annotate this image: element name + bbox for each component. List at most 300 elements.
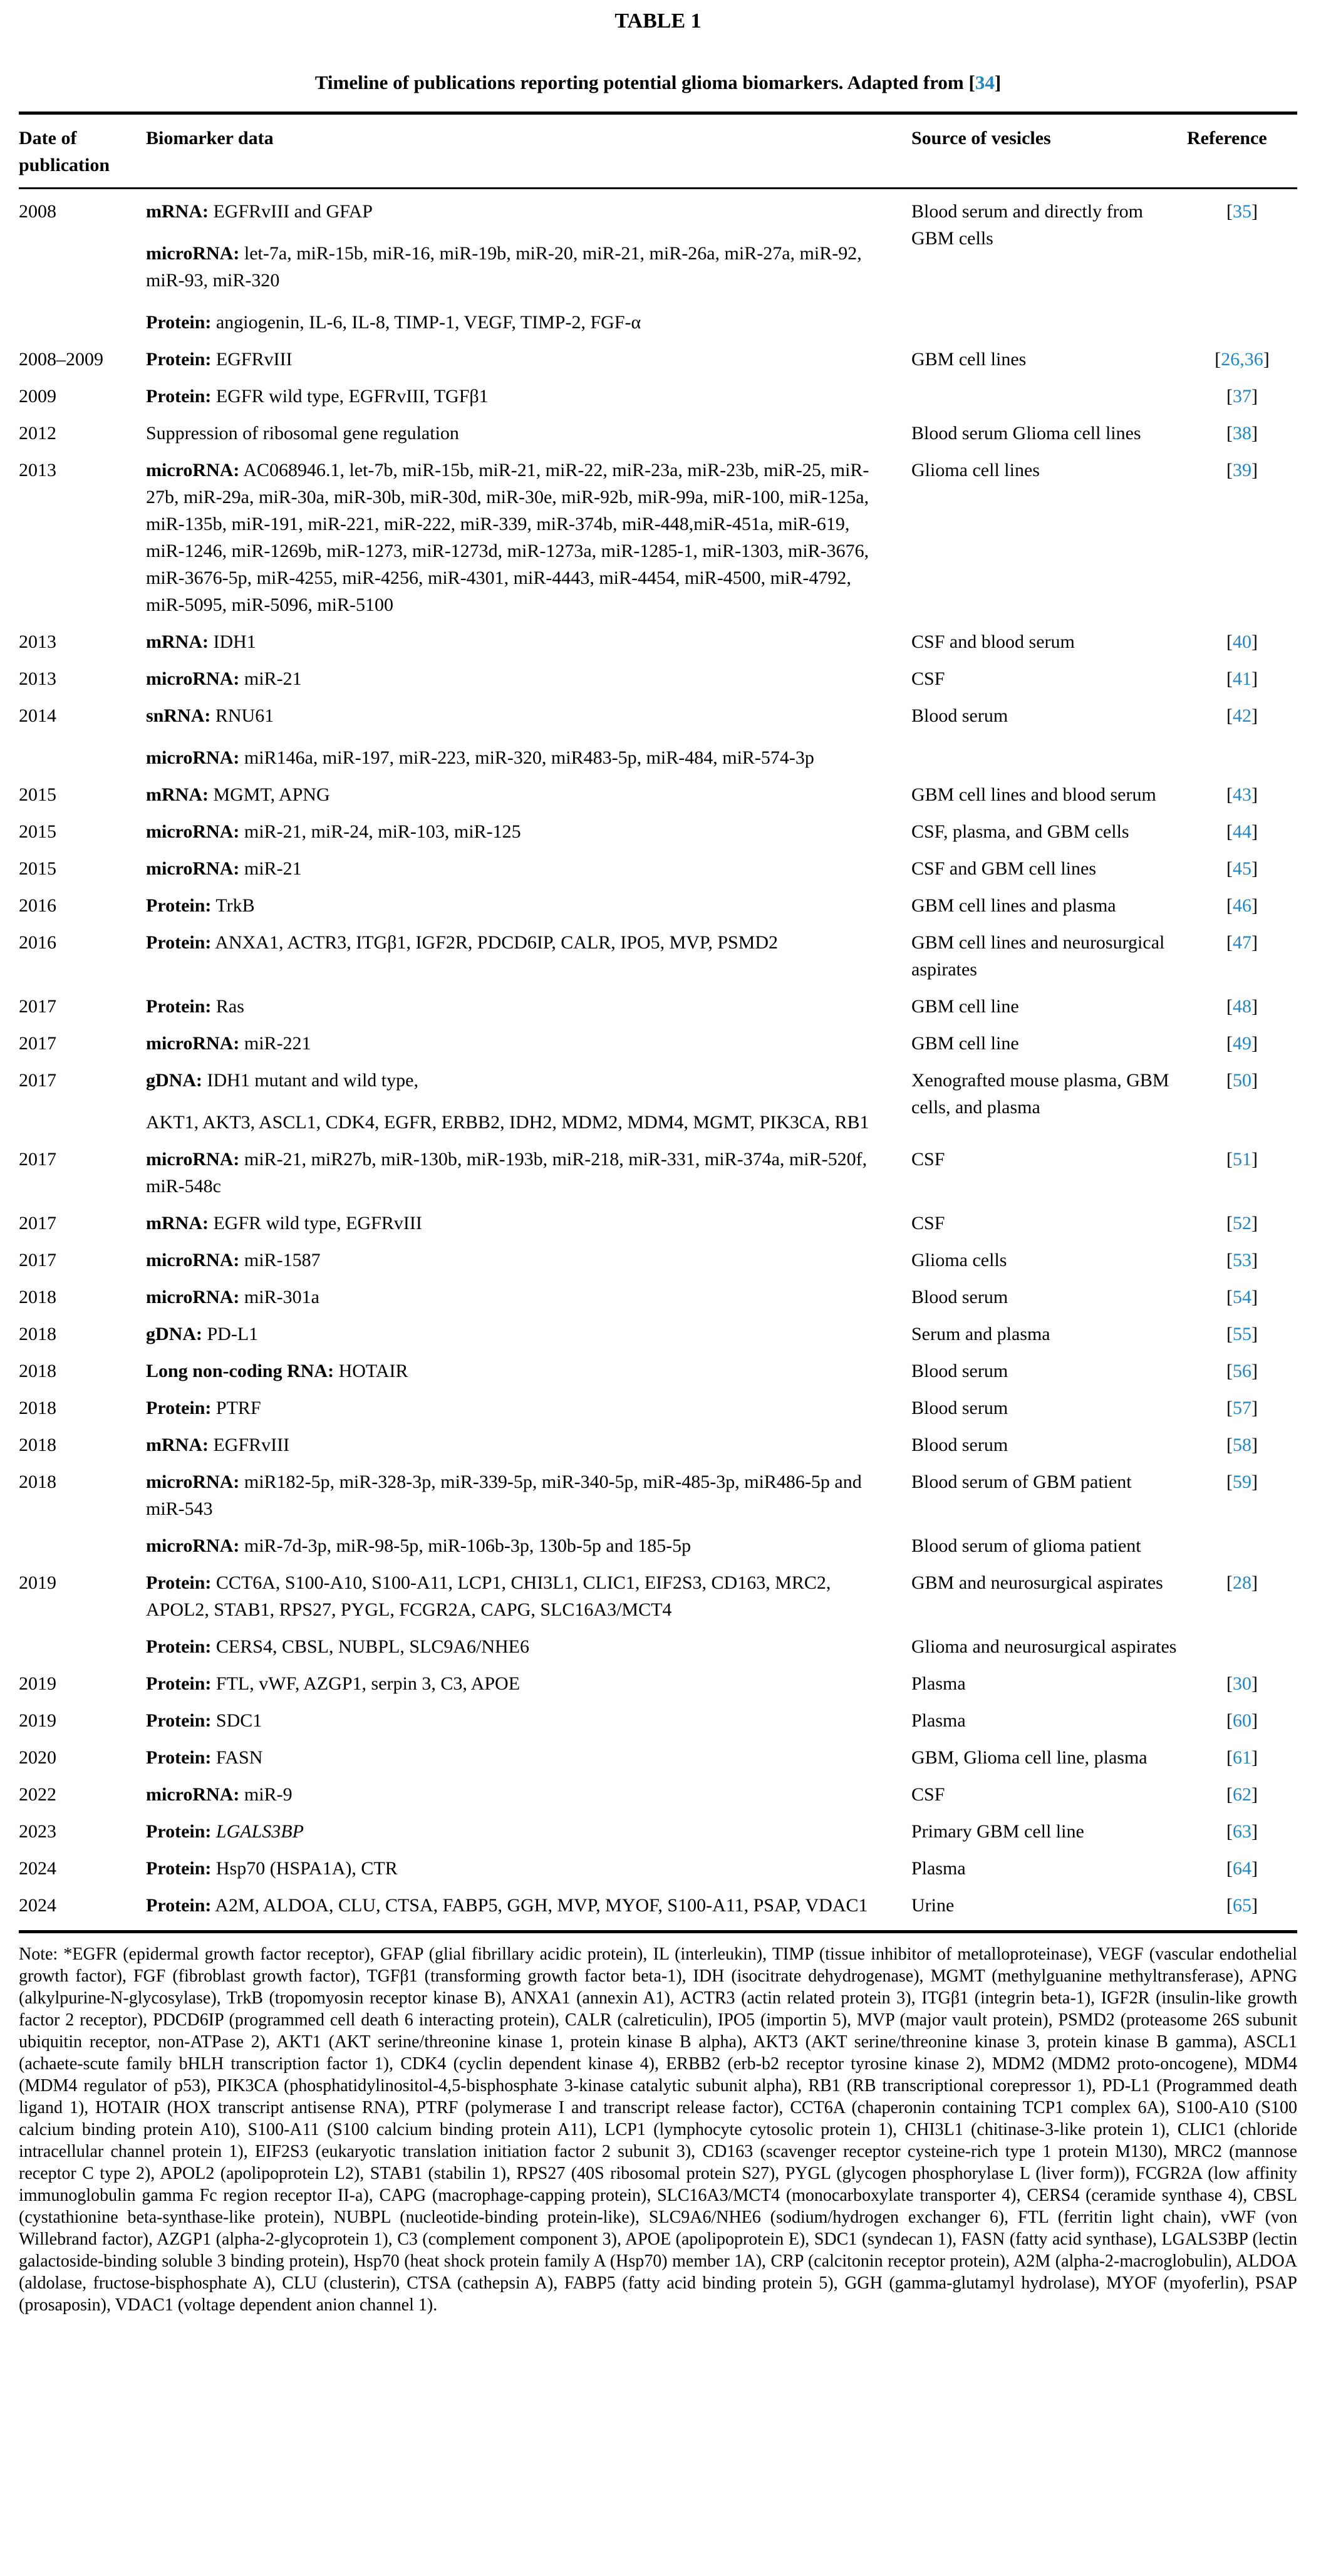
reference-close-bracket: ]: [1251, 1398, 1258, 1418]
biomarker-segment: [146, 702, 893, 729]
table-row: [19, 1141, 1297, 1205]
reference-close-bracket: ]: [1251, 1361, 1258, 1381]
reference-close-bracket: ]: [1251, 895, 1258, 916]
reference-close-bracket: ]: [1251, 1895, 1258, 1916]
biomarker-type-label: Protein:: [146, 386, 212, 407]
biomarker-value: miR182-5p, miR-328-3p, miR-339-5p, miR-340-5p, miR-485-3p, miR486-5p and miR-543: [146, 1472, 862, 1519]
reference-open-bracket: [: [1226, 895, 1233, 916]
row-date: 2019: [19, 1572, 56, 1593]
biomarker-value: SDC1: [215, 1710, 262, 1731]
reference-link[interactable]: 37: [1233, 386, 1251, 407]
reference-open-bracket: [: [1226, 1287, 1233, 1307]
row-source: Blood serum: [911, 1287, 1008, 1307]
biomarker-value: miR-21: [244, 858, 302, 879]
row-reference: [1187, 1744, 1297, 1771]
biomarker-segment: [146, 1781, 893, 1808]
reference-link[interactable]: 48: [1233, 996, 1251, 1017]
table-header-row: [19, 115, 1297, 189]
reference-open-bracket: [: [1226, 1784, 1233, 1805]
biomarker-value: EGFR wild type, EGFRvIII: [213, 1213, 422, 1233]
biomarker-type-label: microRNA:: [146, 1149, 240, 1170]
reference-close-bracket: ]: [1251, 1673, 1258, 1694]
reference-close-bracket: ]: [1263, 349, 1270, 370]
reference-link[interactable]: 38: [1233, 423, 1251, 444]
row-source: Glioma and neurosurgical aspirates: [911, 1636, 1177, 1657]
table-row: [19, 1316, 1297, 1353]
biomarker-type-label: gDNA:: [146, 1324, 202, 1344]
reference-link[interactable]: 50: [1233, 1070, 1251, 1091]
reference-open-bracket: [: [1226, 784, 1233, 805]
reference-link[interactable]: 62: [1233, 1784, 1251, 1805]
row-biomarker: [146, 1670, 911, 1697]
row-source: GBM cell lines and plasma: [911, 895, 1116, 916]
reference-open-bracket: [: [1226, 1213, 1233, 1233]
reference-close-bracket: ]: [1251, 1070, 1258, 1091]
biomarker-segment: [146, 818, 893, 845]
row-reference: [1187, 702, 1297, 729]
row-source: Xenografted mouse plasma, GBM cells, and plasma: [911, 1070, 1169, 1118]
row-biomarker: [146, 1284, 911, 1311]
row-biomarker: [146, 665, 911, 692]
row-source: GBM cell lines and blood serum: [911, 784, 1156, 805]
table-row: [19, 1205, 1297, 1242]
reference-link[interactable]: 55: [1233, 1324, 1251, 1344]
biomarker-value: HOTAIR: [338, 1361, 408, 1381]
reference-link[interactable]: 47: [1233, 932, 1251, 953]
biomarker-value: Ras: [215, 996, 244, 1017]
reference-open-bracket: [: [1226, 1398, 1233, 1418]
row-reference: [1187, 383, 1297, 410]
biomarker-segment: [146, 1109, 893, 1136]
reference-close-bracket: ]: [1251, 1033, 1258, 1054]
row-reference: [1187, 1247, 1297, 1274]
reference-close-bracket: ]: [1251, 201, 1258, 222]
table-row: [19, 452, 1297, 623]
reference-close-bracket: ]: [1251, 1472, 1258, 1492]
row-source: Glioma cells: [911, 1250, 1007, 1270]
row-date: 2018: [19, 1287, 56, 1307]
biomarker-type-label: Protein:: [146, 996, 212, 1017]
row-biomarker: [146, 383, 911, 410]
reference-close-bracket: ]: [1251, 1213, 1258, 1233]
reference-close-bracket: ]: [1251, 668, 1258, 689]
row-source: Primary GBM cell line: [911, 1821, 1084, 1842]
table-row: [19, 193, 1297, 341]
table-row: [19, 924, 1297, 988]
row-reference: [1187, 1146, 1297, 1173]
biomarker-value: let-7a, miR-15b, miR-16, miR-19b, miR-20, miR-21, miR-26a, miR-27a, miR-92, miR-93, miR-320: [146, 243, 862, 291]
row-date: 2013: [19, 668, 56, 689]
table-row: [19, 1242, 1297, 1279]
reference-close-bracket: ]: [1251, 386, 1258, 407]
reference-close-bracket: ]: [1251, 705, 1258, 726]
biomarker-value: miR-9: [244, 1784, 293, 1805]
reference-link[interactable]: 53: [1233, 1250, 1251, 1270]
reference-open-bracket: [: [1226, 1033, 1233, 1054]
table-row: [19, 850, 1297, 887]
biomarker-type-label: Long non-coding RNA:: [146, 1361, 334, 1381]
row-date: 2018: [19, 1324, 56, 1344]
reference-link[interactable]: 43: [1233, 784, 1251, 805]
reference-link[interactable]: 56: [1233, 1361, 1251, 1381]
row-date: 2017: [19, 1250, 56, 1270]
reference-open-bracket: [: [1226, 1858, 1233, 1879]
reference-close-bracket: ]: [1251, 1710, 1258, 1731]
row-source: Blood serum: [911, 705, 1008, 726]
reference-close-bracket: ]: [1251, 784, 1258, 805]
row-reference: [1187, 781, 1297, 808]
reference-link[interactable]: 60: [1233, 1710, 1251, 1731]
row-source: Plasma: [911, 1710, 966, 1731]
reference-open-bracket: [: [1226, 386, 1233, 407]
row-source: Blood serum Glioma cell lines: [911, 423, 1141, 444]
row-date: 2017: [19, 996, 56, 1017]
reference-link[interactable]: 26,36: [1221, 349, 1263, 370]
row-biomarker: [146, 1146, 911, 1200]
row-reference: [1187, 420, 1297, 447]
reference-link[interactable]: 61: [1233, 1747, 1251, 1768]
biomarker-segment: [146, 855, 893, 882]
reference-close-bracket: ]: [1251, 423, 1258, 444]
biomarker-type-label: Protein:: [146, 1858, 212, 1879]
header-biomarker-data: Biomarker data: [146, 128, 274, 148]
row-source: Glioma cell lines: [911, 460, 1040, 480]
biomarker-value: FASN: [215, 1747, 263, 1768]
reference-close-bracket: ]: [1251, 1747, 1258, 1768]
row-biomarker: [146, 1358, 911, 1384]
table-row: [19, 776, 1297, 813]
row-biomarker: [146, 1855, 911, 1882]
reference-open-bracket: [: [1226, 705, 1233, 726]
table-row: [19, 1776, 1297, 1813]
reference-link[interactable]: 64: [1233, 1858, 1251, 1879]
row-source: Serum and plasma: [911, 1324, 1050, 1344]
table-row: [19, 988, 1297, 1025]
table-row: [19, 1426, 1297, 1463]
row-reference: [1187, 198, 1297, 225]
biomarker-segment: [146, 1067, 893, 1094]
row-reference: [1187, 346, 1297, 373]
reference-open-bracket: [: [1226, 1324, 1233, 1344]
biomarker-value: miR-21: [244, 668, 302, 689]
row-reference: [1187, 1284, 1297, 1311]
reference-link[interactable]: 30: [1233, 1673, 1251, 1694]
biomarker-value: miR-21, miR-24, miR-103, miR-125: [244, 821, 521, 842]
row-reference: [1187, 993, 1297, 1020]
biomarker-segment: [146, 1210, 893, 1237]
row-source: GBM cell lines and neurosurgical aspirates: [911, 932, 1165, 980]
row-biomarker: [146, 457, 911, 618]
row-reference: [1187, 1210, 1297, 1237]
table-row: [19, 1279, 1297, 1316]
reference-link[interactable]: 65: [1233, 1895, 1251, 1916]
row-biomarker: [146, 993, 911, 1020]
table-row: [19, 1665, 1297, 1702]
row-biomarker: [146, 1892, 911, 1919]
biomarker-value: angiogenin, IL-6, IL-8, TIMP-1, VEGF, TIMP-2, FGF-α: [215, 312, 641, 333]
reference-link[interactable]: 39: [1233, 460, 1251, 480]
row-source: Blood serum of glioma patient: [911, 1535, 1141, 1556]
biomarker-type-label: snRNA:: [146, 705, 211, 726]
biomarker-segment: [146, 457, 893, 618]
reference-link[interactable]: 49: [1233, 1033, 1251, 1054]
row-source: GBM cell line: [911, 996, 1019, 1017]
biomarker-value: RNU61: [215, 705, 274, 726]
biomarker-type-label: microRNA:: [146, 1033, 240, 1054]
row-source: GBM and neurosurgical aspirates: [911, 1572, 1163, 1593]
biomarker-type-label: Protein:: [146, 1895, 212, 1916]
reference-link[interactable]: 57: [1233, 1398, 1251, 1418]
row-source: CSF and GBM cell lines: [911, 858, 1097, 879]
biomarker-type-label: mRNA:: [146, 1435, 209, 1455]
row-biomarker: [146, 1781, 911, 1808]
biomarker-value: EGFRvIII: [213, 1435, 290, 1455]
biomarker-segment: [146, 1532, 893, 1559]
row-biomarker: [146, 1633, 911, 1660]
biomarker-type-label: Protein:: [146, 932, 212, 953]
row-biomarker: [146, 855, 911, 882]
biomarker-type-label: Protein:: [146, 1636, 212, 1657]
reference-link[interactable]: 58: [1233, 1435, 1251, 1455]
table-row: [19, 1628, 1297, 1665]
reference-open-bracket: [: [1226, 1895, 1233, 1916]
biomarker-segment: [146, 1818, 893, 1845]
row-reference: [1187, 1892, 1297, 1919]
biomarker-segment: [146, 1394, 893, 1421]
reference-link[interactable]: 51: [1233, 1149, 1251, 1170]
biomarker-segment: [146, 1855, 893, 1882]
biomarker-value: IDH1 mutant and wild type,: [207, 1070, 418, 1091]
row-biomarker: [146, 1744, 911, 1771]
biomarker-type-label: microRNA:: [146, 858, 240, 879]
biomarker-segment: [146, 993, 893, 1020]
row-source: CSF: [911, 1213, 945, 1233]
biomarker-type-label: microRNA:: [146, 243, 240, 264]
row-biomarker: [146, 1394, 911, 1421]
caption-reference-link[interactable]: 34: [975, 71, 995, 93]
biomarker-type-label: microRNA:: [146, 668, 240, 689]
reference-link[interactable]: 46: [1233, 895, 1251, 916]
row-date: 2015: [19, 858, 56, 879]
biomarker-segment: [146, 1670, 893, 1697]
biomarker-segment: [146, 240, 893, 294]
biomarker-value: LGALS3BP: [215, 1821, 304, 1842]
row-biomarker: [146, 1210, 911, 1237]
row-reference: [1187, 929, 1297, 956]
row-date: 2022: [19, 1784, 56, 1805]
row-reference: [1187, 855, 1297, 882]
header-source-of-vesicles: Source of vesicles: [911, 128, 1051, 148]
reference-link[interactable]: 63: [1233, 1821, 1251, 1842]
biomarker-value: AKT1, AKT3, ASCL1, CDK4, EGFR, ERBB2, IDH2, MDM2, MDM4, MGMT, PIK3CA, RB1: [146, 1112, 869, 1133]
row-date: 2015: [19, 784, 56, 805]
biomarker-value: EGFR wild type, EGFRvIII, TGFβ1: [215, 386, 489, 407]
row-biomarker: [146, 1431, 911, 1458]
row-biomarker: [146, 1067, 911, 1136]
reference-open-bracket: [: [1226, 668, 1233, 689]
biomarker-segment: [146, 1284, 893, 1311]
row-biomarker: [146, 781, 911, 808]
table-row: [19, 341, 1297, 378]
reference-close-bracket: ]: [1251, 1149, 1258, 1170]
reference-close-bracket: ]: [1251, 1250, 1258, 1270]
biomarker-value: ANXA1, ACTR3, ITGβ1, IGF2R, PDCD6IP, CALR, IPO5, MVP, PSMD2: [215, 932, 779, 953]
row-biomarker: [146, 198, 911, 336]
row-biomarker: [146, 420, 911, 447]
biomarker-value: miR-301a: [244, 1287, 319, 1307]
row-date: 2019: [19, 1710, 56, 1731]
row-date: 2008–2009: [19, 349, 103, 370]
biomarker-type-label: microRNA:: [146, 1535, 240, 1556]
row-date: 2023: [19, 1821, 56, 1842]
biomarker-value: miR-21, miR27b, miR-130b, miR-193b, miR-218, miR-331, miR-374a, miR-520f, miR-548c: [146, 1149, 868, 1197]
biomarker-segment: [146, 309, 893, 336]
biomarker-type-label: microRNA:: [146, 1472, 240, 1492]
row-date: 2009: [19, 386, 56, 407]
reference-link[interactable]: 44: [1233, 821, 1251, 842]
biomarker-segment: [146, 1247, 893, 1274]
biomarker-value: miR-221: [244, 1033, 311, 1054]
biomarker-segment: [146, 420, 893, 447]
row-source: CSF: [911, 1149, 945, 1170]
biomarker-type-label: gDNA:: [146, 1070, 202, 1091]
row-reference: [1187, 665, 1297, 692]
row-source: GBM cell line: [911, 1033, 1019, 1054]
biomarker-value: A2M, ALDOA, CLU, CTSA, FABP5, GGH, MVP, MYOF, S100-A11, PSAP, VDAC1: [215, 1895, 868, 1916]
biomarker-type-label: microRNA:: [146, 1250, 240, 1270]
row-reference: [1187, 892, 1297, 919]
table-row: [19, 660, 1297, 697]
row-source: Blood serum: [911, 1435, 1008, 1455]
row-date: 2024: [19, 1858, 56, 1879]
row-biomarker: [146, 1707, 911, 1734]
reference-open-bracket: [: [1226, 1747, 1233, 1768]
biomarker-type-label: Protein:: [146, 1673, 212, 1694]
biomarker-value: CCT6A, S100-A10, S100-A11, LCP1, CHI3L1, CLIC1, EIF2S3, CD163, MRC2, APOL2, STAB1, RPS27, PYGL, FCGR2A, CAPG, SLC16A3/MCT4: [146, 1572, 831, 1620]
reference-close-bracket: ]: [1251, 821, 1258, 842]
biomarker-type-label: Protein:: [146, 1572, 212, 1593]
row-date: 2013: [19, 460, 56, 480]
biomarker-segment: [146, 665, 893, 692]
header-reference: Reference: [1187, 128, 1267, 148]
table-row: [19, 887, 1297, 924]
table-row: [19, 1739, 1297, 1776]
reference-link[interactable]: 59: [1233, 1472, 1251, 1492]
row-date: 2017: [19, 1149, 56, 1170]
row-reference: [1187, 1358, 1297, 1384]
row-biomarker: [146, 1569, 911, 1623]
row-biomarker: [146, 346, 911, 373]
reference-link[interactable]: 41: [1233, 668, 1251, 689]
biomarker-value: miR-1587: [244, 1250, 321, 1270]
row-date: 2018: [19, 1398, 56, 1418]
reference-open-bracket: [: [1226, 996, 1233, 1017]
reference-close-bracket: ]: [1251, 631, 1258, 652]
biomarker-type-label: Protein:: [146, 349, 212, 370]
table-row: [19, 1389, 1297, 1426]
table-row: [19, 697, 1297, 776]
reference-open-bracket: [: [1215, 349, 1221, 370]
biomarker-type-label: mRNA:: [146, 1213, 209, 1233]
biomarker-segment: [146, 1569, 893, 1623]
row-biomarker: [146, 628, 911, 655]
row-source: GBM, Glioma cell line, plasma: [911, 1747, 1147, 1768]
row-source: Blood serum and directly from GBM cells: [911, 201, 1143, 249]
table-row: [19, 1025, 1297, 1062]
row-date: 2018: [19, 1472, 56, 1492]
row-reference: [1187, 1394, 1297, 1421]
biomarker-segment: [146, 1468, 893, 1522]
biomarker-value: miR-7d-3p, miR-98-5p, miR-106b-3p, 130b-5p and 185-5p: [244, 1535, 692, 1556]
biomarker-type-label: mRNA:: [146, 201, 209, 222]
row-date: 2017: [19, 1033, 56, 1054]
reference-link[interactable]: 40: [1233, 631, 1251, 652]
table-row: [19, 1463, 1297, 1527]
row-reference: [1187, 1067, 1297, 1094]
biomarker-type-label: microRNA:: [146, 821, 240, 842]
biomarker-segment: [146, 1633, 893, 1660]
reference-link[interactable]: 52: [1233, 1213, 1251, 1233]
row-source: CSF, plasma, and GBM cells: [911, 821, 1129, 842]
table-caption: [19, 70, 1297, 95]
reference-link[interactable]: 28: [1233, 1572, 1251, 1593]
row-reference: [1187, 1431, 1297, 1458]
row-source: CSF: [911, 1784, 945, 1805]
row-date: 2018: [19, 1361, 56, 1381]
row-biomarker: [146, 892, 911, 919]
table-row: [19, 1353, 1297, 1389]
row-source: Blood serum: [911, 1398, 1008, 1418]
table-row: [19, 378, 1297, 415]
biomarker-type-label: mRNA:: [146, 784, 209, 805]
row-reference: [1187, 1569, 1297, 1596]
table-row: [19, 415, 1297, 452]
biomarker-segment: [146, 198, 893, 225]
biomarker-type-label: mRNA:: [146, 631, 209, 652]
biomarker-segment: [146, 892, 893, 919]
reference-link[interactable]: 42: [1233, 705, 1251, 726]
row-biomarker: [146, 1247, 911, 1274]
biomarker-segment: [146, 1431, 893, 1458]
reference-open-bracket: [: [1226, 1435, 1233, 1455]
row-biomarker: [146, 1818, 911, 1845]
caption-ref-close-bracket: ]: [994, 71, 1002, 93]
table-body: [19, 189, 1297, 1930]
row-source: Plasma: [911, 1858, 966, 1879]
reference-open-bracket: [: [1226, 1821, 1233, 1842]
biomarker-value: EGFRvIII: [215, 349, 293, 370]
biomarker-table: [19, 112, 1297, 1933]
reference-close-bracket: ]: [1251, 1572, 1258, 1593]
reference-open-bracket: [: [1226, 1673, 1233, 1694]
row-biomarker: [146, 1321, 911, 1348]
biomarker-type-label: Protein:: [146, 895, 212, 916]
biomarker-value: miR146a, miR-197, miR-223, miR-320, miR483-5p, miR-484, miR-574-3p: [244, 747, 814, 768]
reference-link[interactable]: 54: [1233, 1287, 1251, 1307]
row-biomarker: [146, 1030, 911, 1057]
table-row: [19, 1702, 1297, 1739]
reference-link[interactable]: 45: [1233, 858, 1251, 879]
row-reference: [1187, 818, 1297, 845]
row-date: 2015: [19, 821, 56, 842]
biomarker-value: EGFRvIII and GFAP: [213, 201, 373, 222]
biomarker-value: PTRF: [215, 1398, 261, 1418]
row-reference: [1187, 1468, 1297, 1495]
row-source: CSF: [911, 668, 945, 689]
reference-link[interactable]: 35: [1233, 201, 1251, 222]
row-date: 2018: [19, 1435, 56, 1455]
biomarker-type-label: Protein:: [146, 1821, 212, 1842]
